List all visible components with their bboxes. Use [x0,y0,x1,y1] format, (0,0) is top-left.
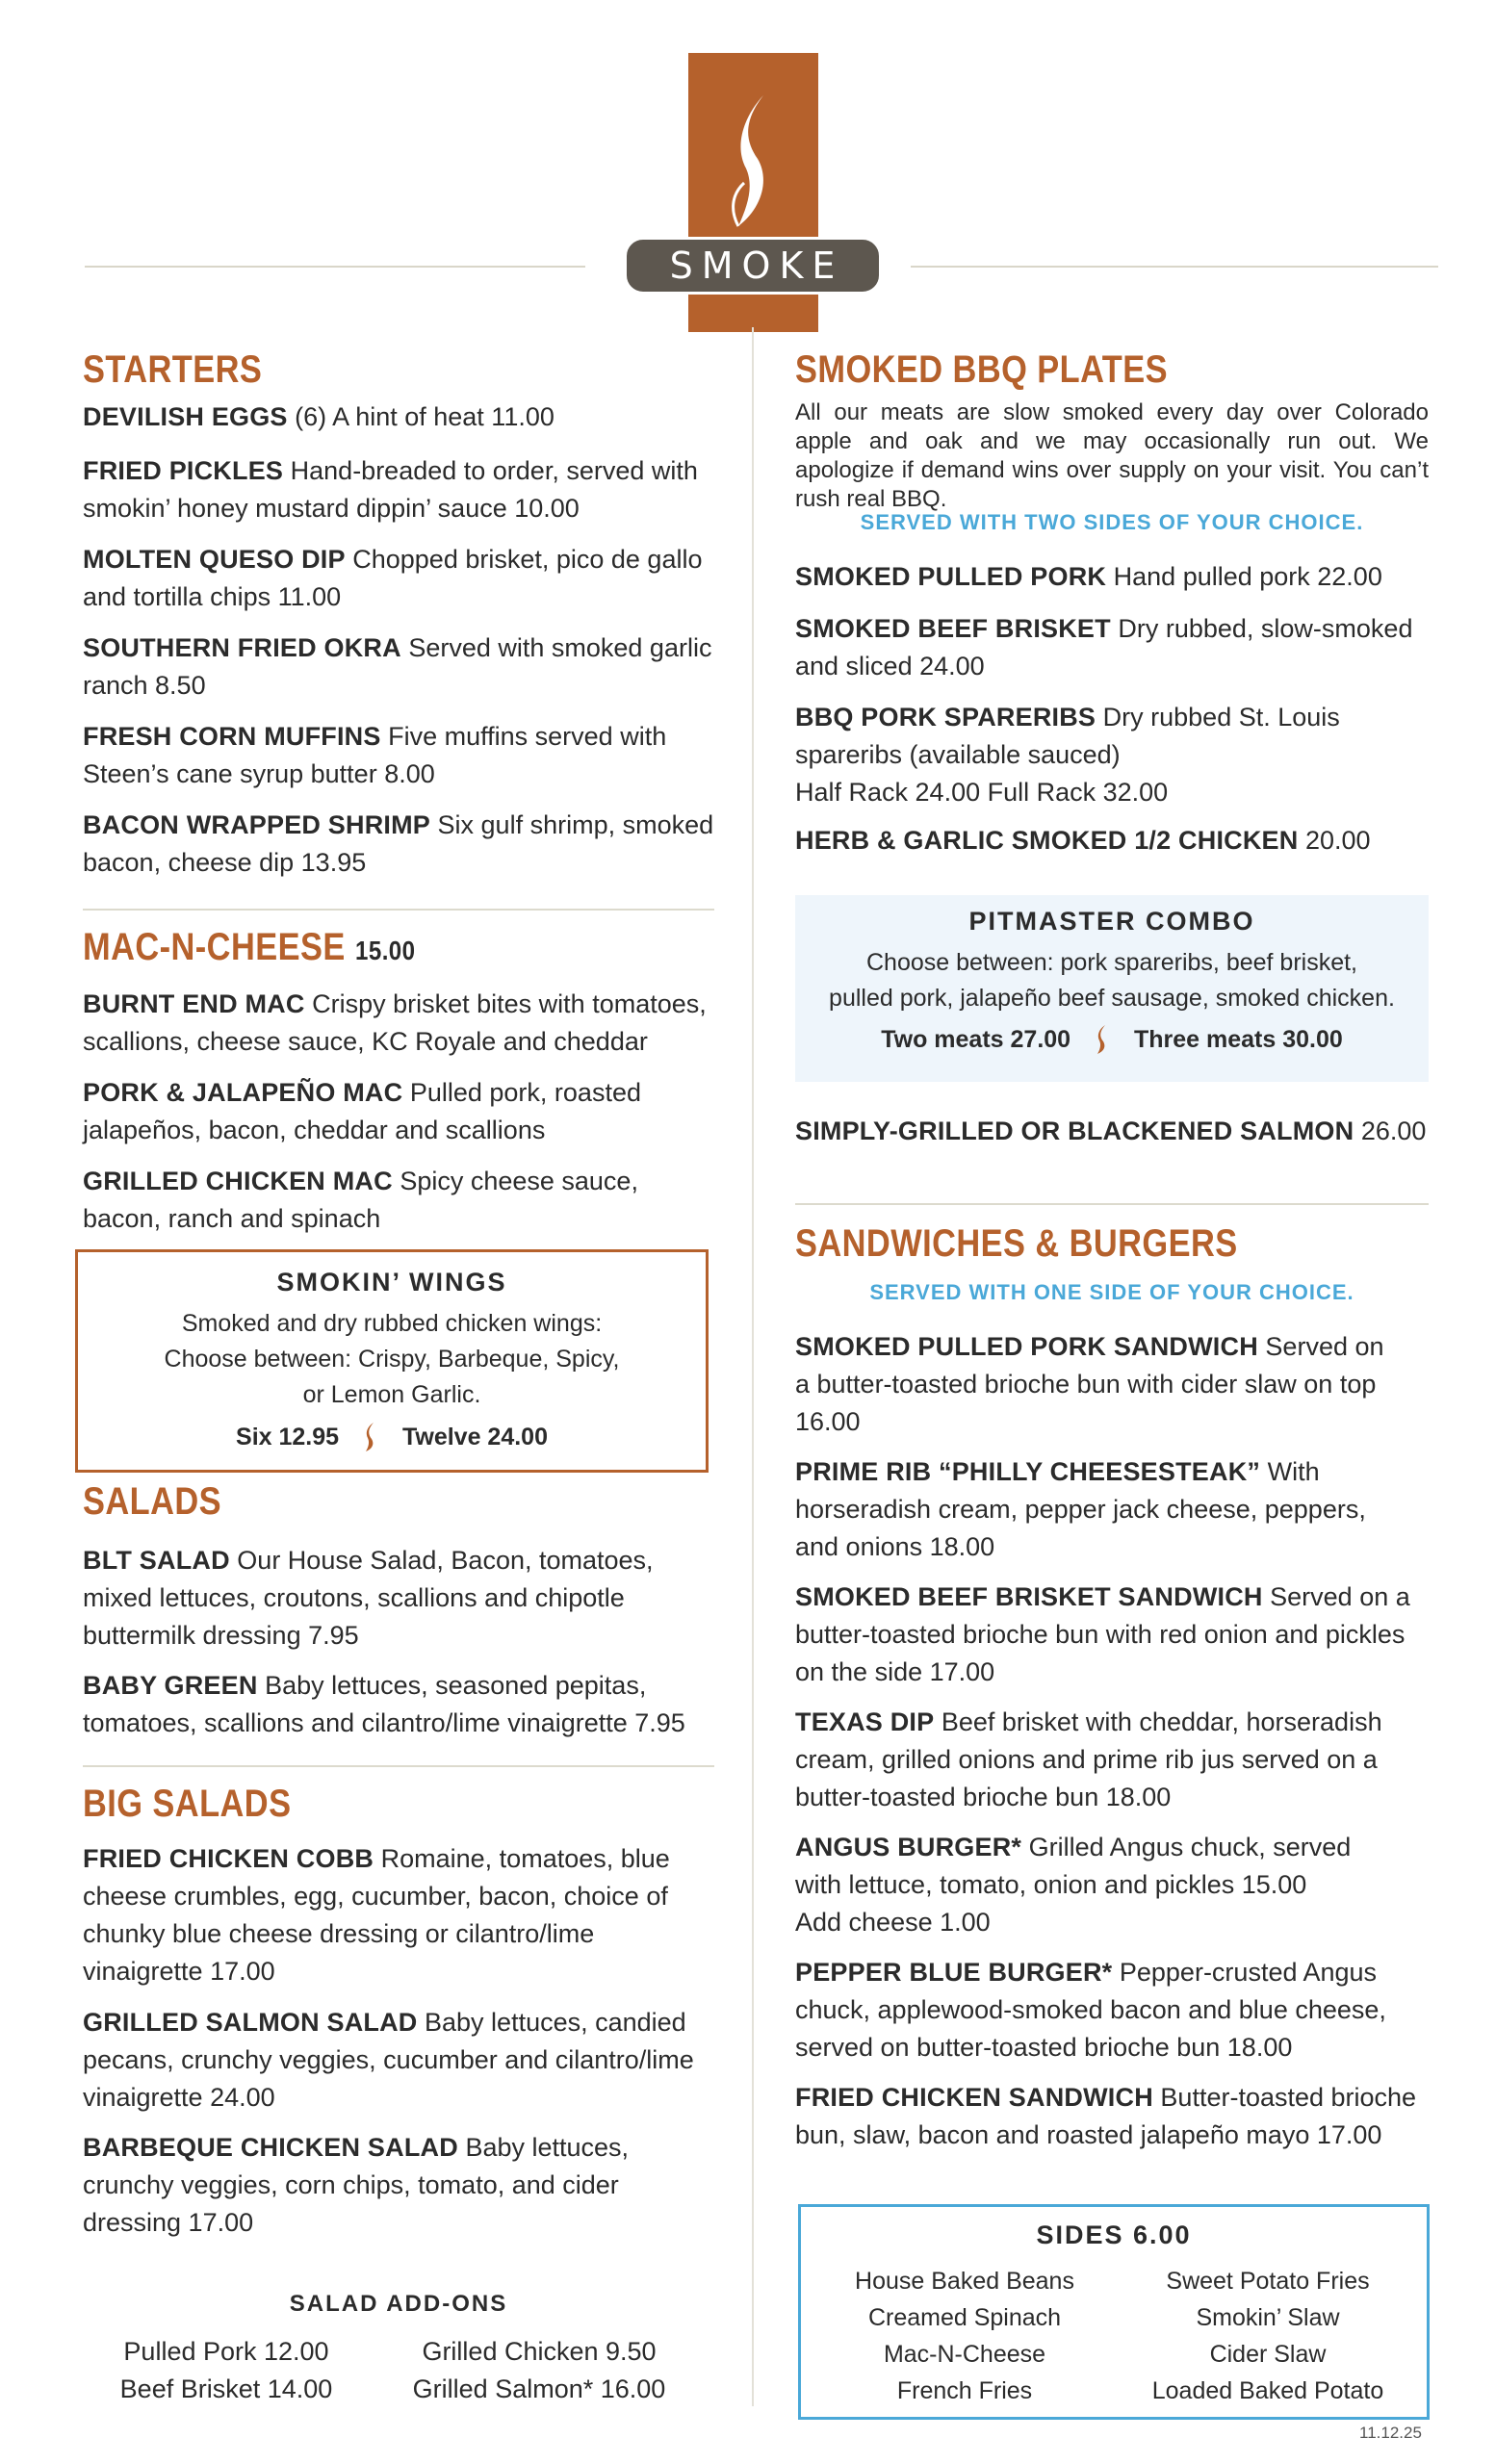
item-name: SMOKED BEEF BRISKET [795,614,1111,643]
item-name: ANGUS BURGER* [795,1833,1022,1861]
addons-right [385,2333,693,2408]
item-name: SMOKED PULLED PORK [795,562,1107,591]
menu-item [795,1954,1431,2066]
menu-item [795,1453,1392,1566]
item-name: TEXAS DIP [795,1707,935,1736]
item-name: BACON WRAPPED SHRIMP [83,810,431,839]
item-desc: Dry rubbed St. Louis spareribs (available sauced) [795,703,1340,769]
item-name: MOLTEN QUESO DIP [83,545,346,574]
item-desc: Pepper-crusted Angus chuck, applewood-smoked bacon and blue cheese, served on butter-toasted brioche bun 18.00 [795,1958,1386,2062]
menu-item [83,1840,680,1990]
menu-item [795,1829,1392,1941]
item-name: FRIED CHICKEN SANDWICH [795,2083,1153,2112]
bbq-note: All our meats are slow smoked every day over Colorado apple and oak and we may occasionally run out. We apologize if demand wins over supply on your visit. You can’t rush real BBQ. [795,399,1429,512]
item-desc: Served on a butter-toasted brioche bun with cider slaw on top 16.00 [795,1332,1384,1436]
wings-title: SMOKIN’ WINGS [276,1268,507,1296]
item-name: SMOKED BEEF BRISKET SANDWICH [795,1582,1263,1611]
wings-line: or Lemon Garlic. [302,1381,481,1408]
column-divider [752,327,754,2406]
menu-item [83,807,718,882]
header-rule-left [85,266,585,268]
item-name: DEVILISH EGGS [83,402,288,431]
item-desc: 26.00 [1360,1116,1427,1145]
bbq-served-note: SERVED WITH TWO SIDES OF YOUR CHOICE. [860,510,1364,534]
pitmaster-combo-box [795,895,1429,1082]
menu-item [83,986,718,1061]
flame-swirl-icon [725,91,783,236]
item-name: BBQ PORK SPARERIBS [795,703,1096,732]
item-desc: Grilled Angus chuck, served with lettuce, tomato, onion and pickles 15.00 [795,1833,1352,1899]
item-desc: Romaine, tomatoes, blue cheese crumbles, egg, cucumber, bacon, choice of chunky blue cheese dressing or cilantro/lime vinaigrette 17.00 [83,1844,670,1986]
item-name: SMOKED PULLED PORK SANDWICH [795,1332,1258,1361]
menu-item [795,822,1431,860]
item-desc: Crispy brisket bites with tomatoes, scallions, cheese sauce, KC Royale and cheddar [83,989,707,1056]
header-rule-right [911,266,1438,268]
addon-item: Grilled Chicken 9.50 [422,2337,657,2366]
item-desc: Five muffins served with Steen’s cane syrup butter 8.00 [83,722,667,788]
flame-icon [1095,1024,1110,1055]
menu-item [83,2129,660,2242]
item-desc: Chopped brisket, pico de gallo and tortilla chips 11.00 [83,545,703,611]
side-item: Sweet Potato Fries [1166,2268,1370,2295]
sides-title: SIDES 6.00 [1036,2220,1192,2249]
menu-item [83,718,718,793]
item-name: SOUTHERN FRIED OKRA [83,633,401,662]
combo-price-two: Two meats 27.00 [881,1025,1071,1053]
addon-item: Pulled Pork 12.00 [123,2337,329,2366]
addon-item: Beef Brisket 14.00 [119,2374,333,2403]
item-desc: Served on a butter-toasted brioche bun with red onion and pickles on the side 17.00 [795,1582,1410,1686]
item-desc: Beef brisket with cheddar, horseradish cream, grilled onions and prime rib jus served on a butter-toasted brioche bun 18.00 [795,1707,1382,1811]
combo-line: pulled pork, jalapeño beef sausage, smoked chicken. [829,985,1395,1012]
wings-price-twelve: Twelve 24.00 [401,1423,548,1450]
mac-heading-label: MAC-N-CHEESE [83,926,346,968]
side-item: Loaded Baked Potato [1151,2377,1384,2404]
side-item: House Baked Beans [855,2268,1074,2295]
wings-line: Smoked and dry rubbed chicken wings: [181,1310,603,1337]
item-name: FRIED PICKLES [83,456,284,485]
item-desc: Our House Salad, Bacon, tomatoes, mixed lettuces, croutons, scallions and chipotle buttermilk dressing 7.95 [83,1546,654,1650]
item-name: PEPPER BLUE BURGER* [795,1958,1113,1987]
salad-addons-title: SALAD ADD-ONS [289,2291,508,2317]
item-desc: Served with smoked garlic ranch 8.50 [83,633,712,700]
item-extra: Add cheese 1.00 [795,1908,991,1937]
item-desc: Butter-toasted brioche bun, slaw, bacon and roasted jalapeño mayo 17.00 [795,2083,1417,2149]
item-desc: Spicy cheese sauce, bacon, ranch and spinach [83,1167,638,1233]
bbq-heading: SMOKED BBQ PLATES [795,348,1169,391]
flame-icon [363,1422,378,1452]
menu-item [83,1074,680,1149]
menu-item [83,452,718,527]
item-name: BABY GREEN [83,1671,258,1700]
addon-item: Grilled Salmon* 16.00 [412,2374,666,2403]
item-desc: Six gulf shrimp, smoked bacon, cheese dip 13.95 [83,810,714,877]
sides-right [1119,2263,1417,2409]
item-desc: (6) A hint of heat 11.00 [295,402,555,431]
item-desc: Hand pulled pork 22.00 [1113,562,1382,591]
item-name: GRILLED CHICKEN MAC [83,1167,393,1195]
menu-item [83,629,718,705]
item-name: BARBEQUE CHICKEN SALAD [83,2133,458,2162]
item-desc: Baby lettuces, crunchy veggies, corn chips, tomato, and cider dressing 17.00 [83,2133,630,2237]
section-rule [83,1765,714,1767]
menu-item [795,2079,1431,2154]
sides-left [820,2263,1109,2409]
menu-item [795,610,1431,685]
item-name: BLT SALAD [83,1546,230,1575]
menu-item [795,699,1392,811]
menu-item [795,1704,1392,1816]
brand-name: SMOKE [624,237,882,295]
item-name: PRIME RIB “PHILLY CHEESESTEAK” [795,1457,1261,1486]
item-desc: Hand-breaded to order, served with smokin’ honey mustard dippin’ sauce 10.00 [83,456,698,523]
mac-heading [83,926,415,969]
menu-item [83,1542,680,1655]
sides-box [798,2204,1430,2420]
combo-line: Choose between: pork spareribs, beef brisket, [866,949,1357,976]
wings-price-six: Six 12.95 [236,1423,340,1450]
menu-item [83,2004,718,2117]
addons-left [96,2333,356,2408]
side-item: Smokin’ Slaw [1196,2304,1340,2331]
combo-title: PITMASTER COMBO [968,907,1255,936]
item-desc: With horseradish cream, pepper jack cheese, peppers, and onions 18.00 [795,1457,1366,1561]
item-name: FRIED CHICKEN COBB [83,1844,374,1873]
menu-item [795,1113,1431,1150]
item-desc: Dry rubbed, slow-smoked and sliced 24.00 [795,614,1413,680]
item-desc: Pulled pork, roasted jalapeños, bacon, cheddar and scallions [83,1078,641,1144]
side-item: French Fries [896,2377,1033,2404]
smokin-wings-box [75,1249,709,1473]
item-desc: 20.00 [1304,826,1371,855]
item-name: HERB & GARLIC SMOKED 1/2 CHICKEN [795,826,1299,855]
menu-item [83,1667,718,1742]
item-extra: Half Rack 24.00 Full Rack 32.00 [795,778,1169,807]
menu-item [795,1578,1431,1691]
menu-item [83,1163,680,1238]
side-item: Mac-N-Cheese [883,2341,1046,2368]
section-rule [83,909,714,911]
combo-prices [795,1024,1429,1055]
combo-price-three: Three meats 30.00 [1133,1025,1343,1053]
side-item: Cider Slaw [1209,2341,1327,2368]
item-name: SIMPLY-GRILLED OR BLACKENED SALMON [795,1116,1354,1145]
item-name: PORK & JALAPEÑO MAC [83,1078,403,1107]
menu-item [83,398,718,436]
menu-item [795,558,1431,596]
salads-heading: SALADS [83,1480,222,1523]
menu-item [795,1328,1392,1441]
sandwiches-served-note: SERVED WITH ONE SIDE OF YOUR CHOICE. [869,1280,1354,1304]
wings-line: Choose between: Crispy, Barbeque, Spicy, [164,1346,620,1373]
menu-date: 11.12.25 [1359,2424,1422,2442]
sandwiches-heading: SANDWICHES & BURGERS [795,1222,1238,1265]
starters-heading: STARTERS [83,348,263,391]
item-name: GRILLED SALMON SALAD [83,2008,418,2037]
item-name: FRESH CORN MUFFINS [83,722,381,751]
side-item: Creamed Spinach [867,2304,1062,2331]
item-desc: Baby lettuces, candied pecans, crunchy veggies, cucumber and cilantro/lime vinaigrette 24.00 [83,2008,694,2112]
big-salads-heading: BIG SALADS [83,1783,292,1825]
item-desc: Baby lettuces, seasoned pepitas, tomatoes, scallions and cilantro/lime vinaigrette 7.95 [83,1671,685,1737]
wings-prices [78,1422,706,1452]
menu-item [83,541,718,616]
item-name: BURNT END MAC [83,989,305,1018]
section-rule [795,1203,1429,1205]
mac-price: 15.00 [355,936,416,965]
